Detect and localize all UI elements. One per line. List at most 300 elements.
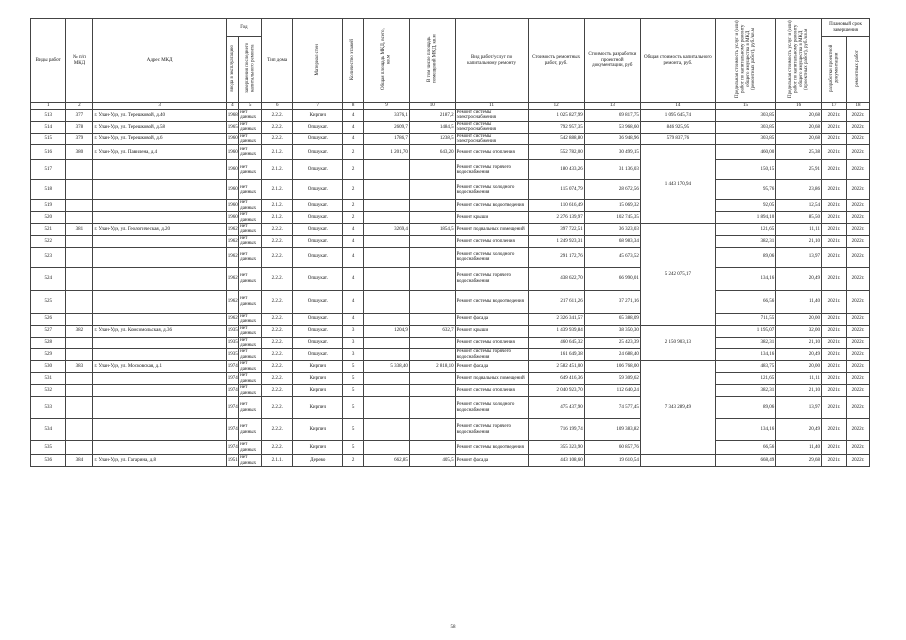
cell-design-cost: 112 640,24	[584, 385, 640, 397]
column-number: 12	[528, 103, 584, 110]
cell-last-repair: нет данных	[239, 385, 262, 397]
cell-floors: 3	[343, 337, 364, 349]
column-number: 10	[409, 103, 455, 110]
cell-premises-area: 1854,5	[409, 224, 455, 236]
cell-wall-material: Кирпич	[293, 361, 343, 373]
cell-floors: 5	[343, 441, 364, 455]
cell-design-cost: 59 309,62	[584, 373, 640, 385]
cell-repair-cost: 460 645,32	[528, 337, 584, 349]
cell-term-design: 2021г.	[822, 455, 847, 467]
cell-term-design: 2021г.	[822, 325, 847, 337]
cell-limit-repair: 134,16	[715, 419, 775, 441]
cell-mkd-number	[66, 212, 93, 224]
cell-premises-area	[409, 385, 455, 397]
cell-floors: 3	[343, 325, 364, 337]
cell-house-type: 2.2.2.	[262, 397, 293, 419]
cell-limit-design: 29,68	[776, 455, 822, 467]
cell-total-cost	[640, 455, 715, 467]
cell-commission-year: 1965	[226, 121, 238, 133]
cell-limit-design: 20,00	[776, 361, 822, 373]
cell-term-design: 2021г.	[822, 212, 847, 224]
cell-premises-area	[409, 349, 455, 361]
cell-total-cost-group: 7 343 289,49	[640, 361, 715, 455]
cell-term-design: 2021г.	[822, 145, 847, 160]
cell-house-type: 2.2.2.	[262, 267, 293, 290]
cell-design-cost: 19 610,54	[584, 455, 640, 467]
cell-commission-year: 1974	[226, 397, 238, 419]
cell-total-area: 3269,4	[364, 224, 410, 236]
cell-work-kind: Ремонт системы электроснабжения	[455, 121, 528, 133]
cell-commission-year: 1935	[226, 337, 238, 349]
cell-house-type: 2.1.2.	[262, 145, 293, 160]
cell-wall-material: Опшукат.	[293, 180, 343, 200]
cell-premises-area	[409, 419, 455, 441]
cell-limit-repair: 483,75	[715, 361, 775, 373]
cell-limit-design: 20,00	[776, 313, 822, 325]
header-wall-material: Материал стен	[293, 19, 343, 103]
cell-work-kind: Ремонт системы горячего водоснабжения	[455, 160, 528, 180]
cell-limit-design: 12,54	[776, 200, 822, 212]
cell-last-repair: нет данных	[239, 313, 262, 325]
cell-repair-cost: 217 611,26	[528, 290, 584, 313]
cell-wall-material: Опшукат.	[293, 235, 343, 247]
cell-limit-design: 13,97	[776, 247, 822, 267]
cell-house-type: 2.1.2.	[262, 200, 293, 212]
cell-floors: 4	[343, 121, 364, 133]
cell-term-design: 2021г.	[822, 110, 847, 122]
cell-limit-repair: 460,00	[715, 145, 775, 160]
cell-commission-year: 1974	[226, 373, 238, 385]
cell-row-number: 515	[31, 133, 66, 145]
cell-row-number: 522	[31, 235, 66, 247]
cell-term-repair: 2022г.	[846, 145, 869, 160]
cell-term-repair: 2022г.	[846, 247, 869, 267]
cell-address: г. Улан-Удэ, ул. Геологическая, д.20	[93, 224, 226, 236]
table-row	[31, 121, 870, 133]
cell-row-number: 513	[31, 110, 66, 122]
cell-premises-area: 643,20	[409, 145, 455, 160]
cell-repair-cost: 792 957,35	[528, 121, 584, 133]
cell-floors: 2	[343, 455, 364, 467]
cell-term-design: 2021г.	[822, 290, 847, 313]
cell-floors: 2	[343, 160, 364, 180]
cell-term-design: 2021г.	[822, 121, 847, 133]
cell-mkd-number	[66, 180, 93, 200]
cell-limit-design: 20,68	[776, 110, 822, 122]
header-address: Адрес МКД	[93, 19, 226, 103]
table-row	[31, 397, 870, 419]
cell-premises-area	[409, 160, 455, 180]
cell-work-kind: Ремонт системы холодного водоснабжения	[455, 180, 528, 200]
cell-limit-repair: 303,85	[715, 110, 775, 122]
cell-commission-year: 1960	[226, 212, 238, 224]
table-row	[31, 200, 870, 212]
cell-total-cost: 579 837,76	[640, 133, 715, 145]
cell-limit-design: 21,10	[776, 337, 822, 349]
cell-work-kind: Ремонт подвальных помещений	[455, 373, 528, 385]
cell-work-kind: Ремонт системы водоотведения	[455, 441, 528, 455]
header-work-kind: Вид работ/услуг по капитальному ремонту	[455, 19, 528, 103]
cell-design-cost: 31 136,03	[584, 160, 640, 180]
cell-address: г. Улан-Удэ, ул. Гагарина, д.8	[93, 455, 226, 467]
page-number: 58	[450, 625, 456, 630]
column-number: 16	[776, 103, 822, 110]
cell-repair-cost: 1 025 827,99	[528, 110, 584, 122]
cell-term-repair: 2022г.	[846, 419, 869, 441]
column-number: 18	[846, 103, 869, 110]
cell-wall-material: Опшукат.	[293, 337, 343, 349]
cell-row-number: 525	[31, 290, 66, 313]
cell-mkd-number	[66, 419, 93, 441]
cell-premises-area	[409, 235, 455, 247]
cell-term-repair: 2022г.	[846, 397, 869, 419]
cell-floors: 4	[343, 290, 364, 313]
cell-design-cost: 109 383,82	[584, 419, 640, 441]
cell-repair-cost: 2 326 341,57	[528, 313, 584, 325]
table-row	[31, 325, 870, 337]
table-row	[31, 441, 870, 455]
cell-term-design: 2021г.	[822, 200, 847, 212]
cell-total-area	[364, 212, 410, 224]
cell-limit-design: 25,91	[776, 160, 822, 180]
cell-commission-year: 1960	[226, 145, 238, 160]
cell-limit-design: 20,68	[776, 133, 822, 145]
cell-floors: 5	[343, 397, 364, 419]
cell-wall-material: Кирпич	[293, 110, 343, 122]
cell-last-repair: нет данных	[239, 212, 262, 224]
cell-term-repair: 2022г.	[846, 110, 869, 122]
cell-last-repair: нет данных	[239, 455, 262, 467]
cell-wall-material: Опшукат.	[293, 325, 343, 337]
cell-design-cost: 36 948,96	[584, 133, 640, 145]
cell-term-design: 2021г.	[822, 385, 847, 397]
cell-commission-year: 1974	[226, 385, 238, 397]
cell-wall-material: Опшукат.	[293, 121, 343, 133]
column-number: 7	[293, 103, 343, 110]
cell-term-repair: 2022г.	[846, 235, 869, 247]
header-work-type: Виды работ	[31, 19, 66, 103]
cell-term-design: 2021г.	[822, 133, 847, 145]
cell-wall-material: Опшукат.	[293, 267, 343, 290]
cell-repair-cost: 552 782,00	[528, 145, 584, 160]
cell-wall-material: Дерево	[293, 455, 343, 467]
table-row	[31, 160, 870, 180]
table-row	[31, 224, 870, 236]
header-last-repair: завершения последнего капитального ремонта	[239, 37, 262, 103]
cell-last-repair: нет данных	[239, 247, 262, 267]
cell-last-repair: нет данных	[239, 325, 262, 337]
cell-term-repair: 2022г.	[846, 455, 869, 467]
cell-house-type: 2.2.2.	[262, 121, 293, 133]
cell-mkd-number: 381	[66, 224, 93, 236]
cell-term-repair: 2022г.	[846, 212, 869, 224]
cell-last-repair: нет данных	[239, 121, 262, 133]
cell-premises-area	[409, 373, 455, 385]
cell-address	[93, 441, 226, 455]
cell-total-area: 1 201,70	[364, 145, 410, 160]
cell-work-kind: Ремонт подвальных помещений	[455, 224, 528, 236]
cell-term-design: 2021г.	[822, 337, 847, 349]
cell-term-repair: 2022г.	[846, 325, 869, 337]
cell-repair-cost: 542 888,80	[528, 133, 584, 145]
cell-last-repair: нет данных	[239, 290, 262, 313]
cell-term-repair: 2022г.	[846, 160, 869, 180]
cell-design-cost: 36 323,03	[584, 224, 640, 236]
cell-last-repair: нет данных	[239, 267, 262, 290]
cell-limit-design: 23,86	[776, 180, 822, 200]
cell-floors: 2	[343, 180, 364, 200]
cell-total-area: 2609,7	[364, 121, 410, 133]
cell-repair-cost: 443 108,60	[528, 455, 584, 467]
cell-house-type: 2.2.2.	[262, 110, 293, 122]
cell-mkd-number	[66, 349, 93, 361]
cell-house-type: 2.2.2.	[262, 325, 293, 337]
cell-total-area	[364, 200, 410, 212]
cell-commission-year: 1960	[226, 133, 238, 145]
cell-last-repair: нет данных	[239, 235, 262, 247]
cell-limit-design: 11,11	[776, 373, 822, 385]
cell-floors: 2	[343, 212, 364, 224]
cell-house-type: 2.2.2.	[262, 290, 293, 313]
column-number: 6	[262, 103, 293, 110]
cell-house-type: 2.2.2.	[262, 361, 293, 373]
cell-commission-year: 1974	[226, 441, 238, 455]
cell-row-number: 524	[31, 267, 66, 290]
cell-design-cost: 45 673,52	[584, 247, 640, 267]
table-row	[31, 361, 870, 373]
cell-premises-area	[409, 212, 455, 224]
cell-floors: 4	[343, 313, 364, 325]
cell-term-design: 2021г.	[822, 373, 847, 385]
cell-floors: 4	[343, 110, 364, 122]
cell-mkd-number: 384	[66, 455, 93, 467]
column-number: 4	[226, 103, 238, 110]
cell-limit-repair: 711,55	[715, 313, 775, 325]
cell-mkd-number	[66, 313, 93, 325]
cell-address: г. Улан-Удэ, ул. Терешковой, д.58	[93, 121, 226, 133]
cell-work-kind: Ремонт системы электроснабжения	[455, 133, 528, 145]
cell-mkd-number: 378	[66, 121, 93, 133]
capital-repair-table	[30, 18, 870, 467]
cell-premises-area	[409, 180, 455, 200]
cell-floors: 5	[343, 385, 364, 397]
cell-total-area: 3376,1	[364, 110, 410, 122]
cell-design-cost: 69 817,75	[584, 110, 640, 122]
cell-last-repair: нет данных	[239, 361, 262, 373]
cell-term-repair: 2022г.	[846, 267, 869, 290]
cell-limit-design: 21,10	[776, 385, 822, 397]
cell-repair-cost: 2 276 139,97	[528, 212, 584, 224]
cell-work-kind: Ремонт системы холодного водоснабжения	[455, 247, 528, 267]
cell-mkd-number: 379	[66, 133, 93, 145]
cell-commission-year: 1962	[226, 290, 238, 313]
table-row	[31, 235, 870, 247]
column-number: 3	[93, 103, 226, 110]
header-floors: Количество этажей	[343, 19, 364, 103]
cell-work-kind: Ремонт фасада	[455, 455, 528, 467]
cell-commission-year: 1935	[226, 325, 238, 337]
header-design-cost: Стоимость разработки проектной документации, руб	[584, 19, 640, 103]
cell-last-repair: нет данных	[239, 441, 262, 455]
cell-floors: 4	[343, 133, 364, 145]
cell-term-design: 2021г.	[822, 361, 847, 373]
cell-floors: 4	[343, 235, 364, 247]
cell-term-repair: 2022г.	[846, 121, 869, 133]
cell-row-number: 528	[31, 337, 66, 349]
cell-work-kind: Ремонт системы отопления	[455, 385, 528, 397]
cell-commission-year: 1962	[226, 267, 238, 290]
cell-premises-area: 2 818,10	[409, 361, 455, 373]
cell-total-area	[364, 337, 410, 349]
cell-design-cost: 106 768,00	[584, 361, 640, 373]
cell-term-design: 2021г.	[822, 313, 847, 325]
cell-mkd-number: 382	[66, 325, 93, 337]
cell-limit-repair: 382,31	[715, 385, 775, 397]
header-house-type: Тип дома	[262, 19, 293, 103]
cell-limit-repair: 66,56	[715, 290, 775, 313]
cell-address: г. Улан-Удэ, ул. Терешковой, д.6	[93, 133, 226, 145]
cell-wall-material: Кирпич	[293, 419, 343, 441]
cell-house-type: 2.1.2.	[262, 160, 293, 180]
cell-row-number: 534	[31, 419, 66, 441]
cell-commission-year: 1962	[226, 313, 238, 325]
cell-limit-repair: 150,15	[715, 160, 775, 180]
cell-premises-area: 1238,5	[409, 133, 455, 145]
cell-total-cost: 846 925,95	[640, 121, 715, 133]
header-commission-year: ввода в эксплуатацию	[226, 37, 238, 103]
cell-row-number: 514	[31, 121, 66, 133]
cell-term-repair: 2022г.	[846, 224, 869, 236]
cell-term-design: 2021г.	[822, 397, 847, 419]
cell-row-number: 519	[31, 200, 66, 212]
header-premises-area: В том числе площадь помещений МКД, кв.м	[409, 19, 455, 103]
cell-work-kind: Ремонт системы отопления	[455, 145, 528, 160]
cell-total-cost-group: 5 242 075,17	[640, 224, 715, 326]
column-number: 14	[640, 103, 715, 110]
cell-design-cost: 65 388,09	[584, 313, 640, 325]
cell-repair-cost: 2 040 923,70	[528, 385, 584, 397]
cell-house-type: 2.1.1.	[262, 455, 293, 467]
cell-limit-repair: 668,49	[715, 455, 775, 467]
cell-address	[93, 385, 226, 397]
cell-floors: 4	[343, 267, 364, 290]
cell-mkd-number	[66, 200, 93, 212]
cell-last-repair: нет данных	[239, 200, 262, 212]
cell-row-number: 518	[31, 180, 66, 200]
cell-term-repair: 2022г.	[846, 385, 869, 397]
header-mkd-number: № п/п МКД	[66, 19, 93, 103]
cell-house-type: 2.2.2.	[262, 385, 293, 397]
cell-limit-design: 20,68	[776, 121, 822, 133]
cell-mkd-number: 380	[66, 145, 93, 160]
table-row	[31, 290, 870, 313]
cell-wall-material: Опшукат.	[293, 290, 343, 313]
cell-mkd-number	[66, 385, 93, 397]
cell-row-number: 517	[31, 160, 66, 180]
cell-mkd-number	[66, 290, 93, 313]
cell-repair-cost: 438 622,70	[528, 267, 584, 290]
cell-commission-year: 1962	[226, 247, 238, 267]
cell-address: г. Улан-Удэ, ул. Терешковой, д.40	[93, 110, 226, 122]
cell-limit-repair: 121,65	[715, 224, 775, 236]
cell-work-kind: Ремонт системы горячего водоснабжения	[455, 267, 528, 290]
cell-design-cost: 53 968,60	[584, 121, 640, 133]
cell-premises-area	[409, 200, 455, 212]
cell-mkd-number	[66, 337, 93, 349]
cell-wall-material: Кирпич	[293, 441, 343, 455]
cell-row-number: 529	[31, 349, 66, 361]
cell-address	[93, 212, 226, 224]
cell-design-cost: 37 271,16	[584, 290, 640, 313]
cell-floors: 5	[343, 361, 364, 373]
cell-limit-repair: 92,05	[715, 200, 775, 212]
cell-limit-repair: 1 894,10	[715, 212, 775, 224]
cell-commission-year: 1962	[226, 235, 238, 247]
cell-last-repair: нет данных	[239, 145, 262, 160]
cell-total-area: 662,85	[364, 455, 410, 467]
column-number: 9	[364, 103, 410, 110]
cell-limit-design: 20,49	[776, 419, 822, 441]
cell-limit-design: 11,40	[776, 441, 822, 455]
cell-house-type: 2.1.2.	[262, 212, 293, 224]
cell-repair-cost: 1 249 923,31	[528, 235, 584, 247]
table-row	[31, 180, 870, 200]
cell-design-cost: 66 990,01	[584, 267, 640, 290]
cell-total-cost-group: 2 150 903,13	[640, 325, 715, 360]
cell-total-area	[364, 385, 410, 397]
cell-last-repair: нет данных	[239, 224, 262, 236]
cell-mkd-number	[66, 247, 93, 267]
cell-wall-material: Опшукат.	[293, 145, 343, 160]
cell-limit-repair: 303,85	[715, 121, 775, 133]
table-row	[31, 455, 870, 467]
cell-premises-area: 1484,5	[409, 121, 455, 133]
cell-last-repair: нет данных	[239, 133, 262, 145]
cell-address	[93, 373, 226, 385]
cell-design-cost: 24 688,40	[584, 349, 640, 361]
cell-wall-material: Опшукат.	[293, 212, 343, 224]
cell-limit-design: 32,00	[776, 325, 822, 337]
cell-term-repair: 2022г.	[846, 180, 869, 200]
cell-total-area	[364, 180, 410, 200]
cell-limit-design: 25,38	[776, 145, 822, 160]
cell-premises-area: 405,5	[409, 455, 455, 467]
cell-address	[93, 313, 226, 325]
cell-repair-cost: 2 582 451,00	[528, 361, 584, 373]
cell-premises-area	[409, 337, 455, 349]
cell-work-kind: Ремонт системы горячего водоснабжения	[455, 419, 528, 441]
cell-premises-area	[409, 247, 455, 267]
cell-premises-area	[409, 290, 455, 313]
cell-limit-repair: 1 195,07	[715, 325, 775, 337]
cell-house-type: 2.2.2.	[262, 419, 293, 441]
cell-row-number: 527	[31, 325, 66, 337]
cell-last-repair: нет данных	[239, 419, 262, 441]
column-number: 13	[584, 103, 640, 110]
cell-row-number: 530	[31, 361, 66, 373]
column-number: 2	[66, 103, 93, 110]
cell-house-type: 2.2.2.	[262, 247, 293, 267]
cell-total-area	[364, 160, 410, 180]
cell-floors: 4	[343, 247, 364, 267]
cell-repair-cost: 115 074,79	[528, 180, 584, 200]
cell-address	[93, 235, 226, 247]
cell-limit-design: 20,49	[776, 349, 822, 361]
cell-total-area	[364, 235, 410, 247]
cell-repair-cost: 291 172,76	[528, 247, 584, 267]
header-limit-repair: Предельная стоимость услуг и (или) работ по капитальному ремонту общего имущества в МКД (ремонтных работ), руб./кв.м	[715, 19, 775, 103]
header-term-repair: ремонтных работ	[846, 37, 869, 103]
